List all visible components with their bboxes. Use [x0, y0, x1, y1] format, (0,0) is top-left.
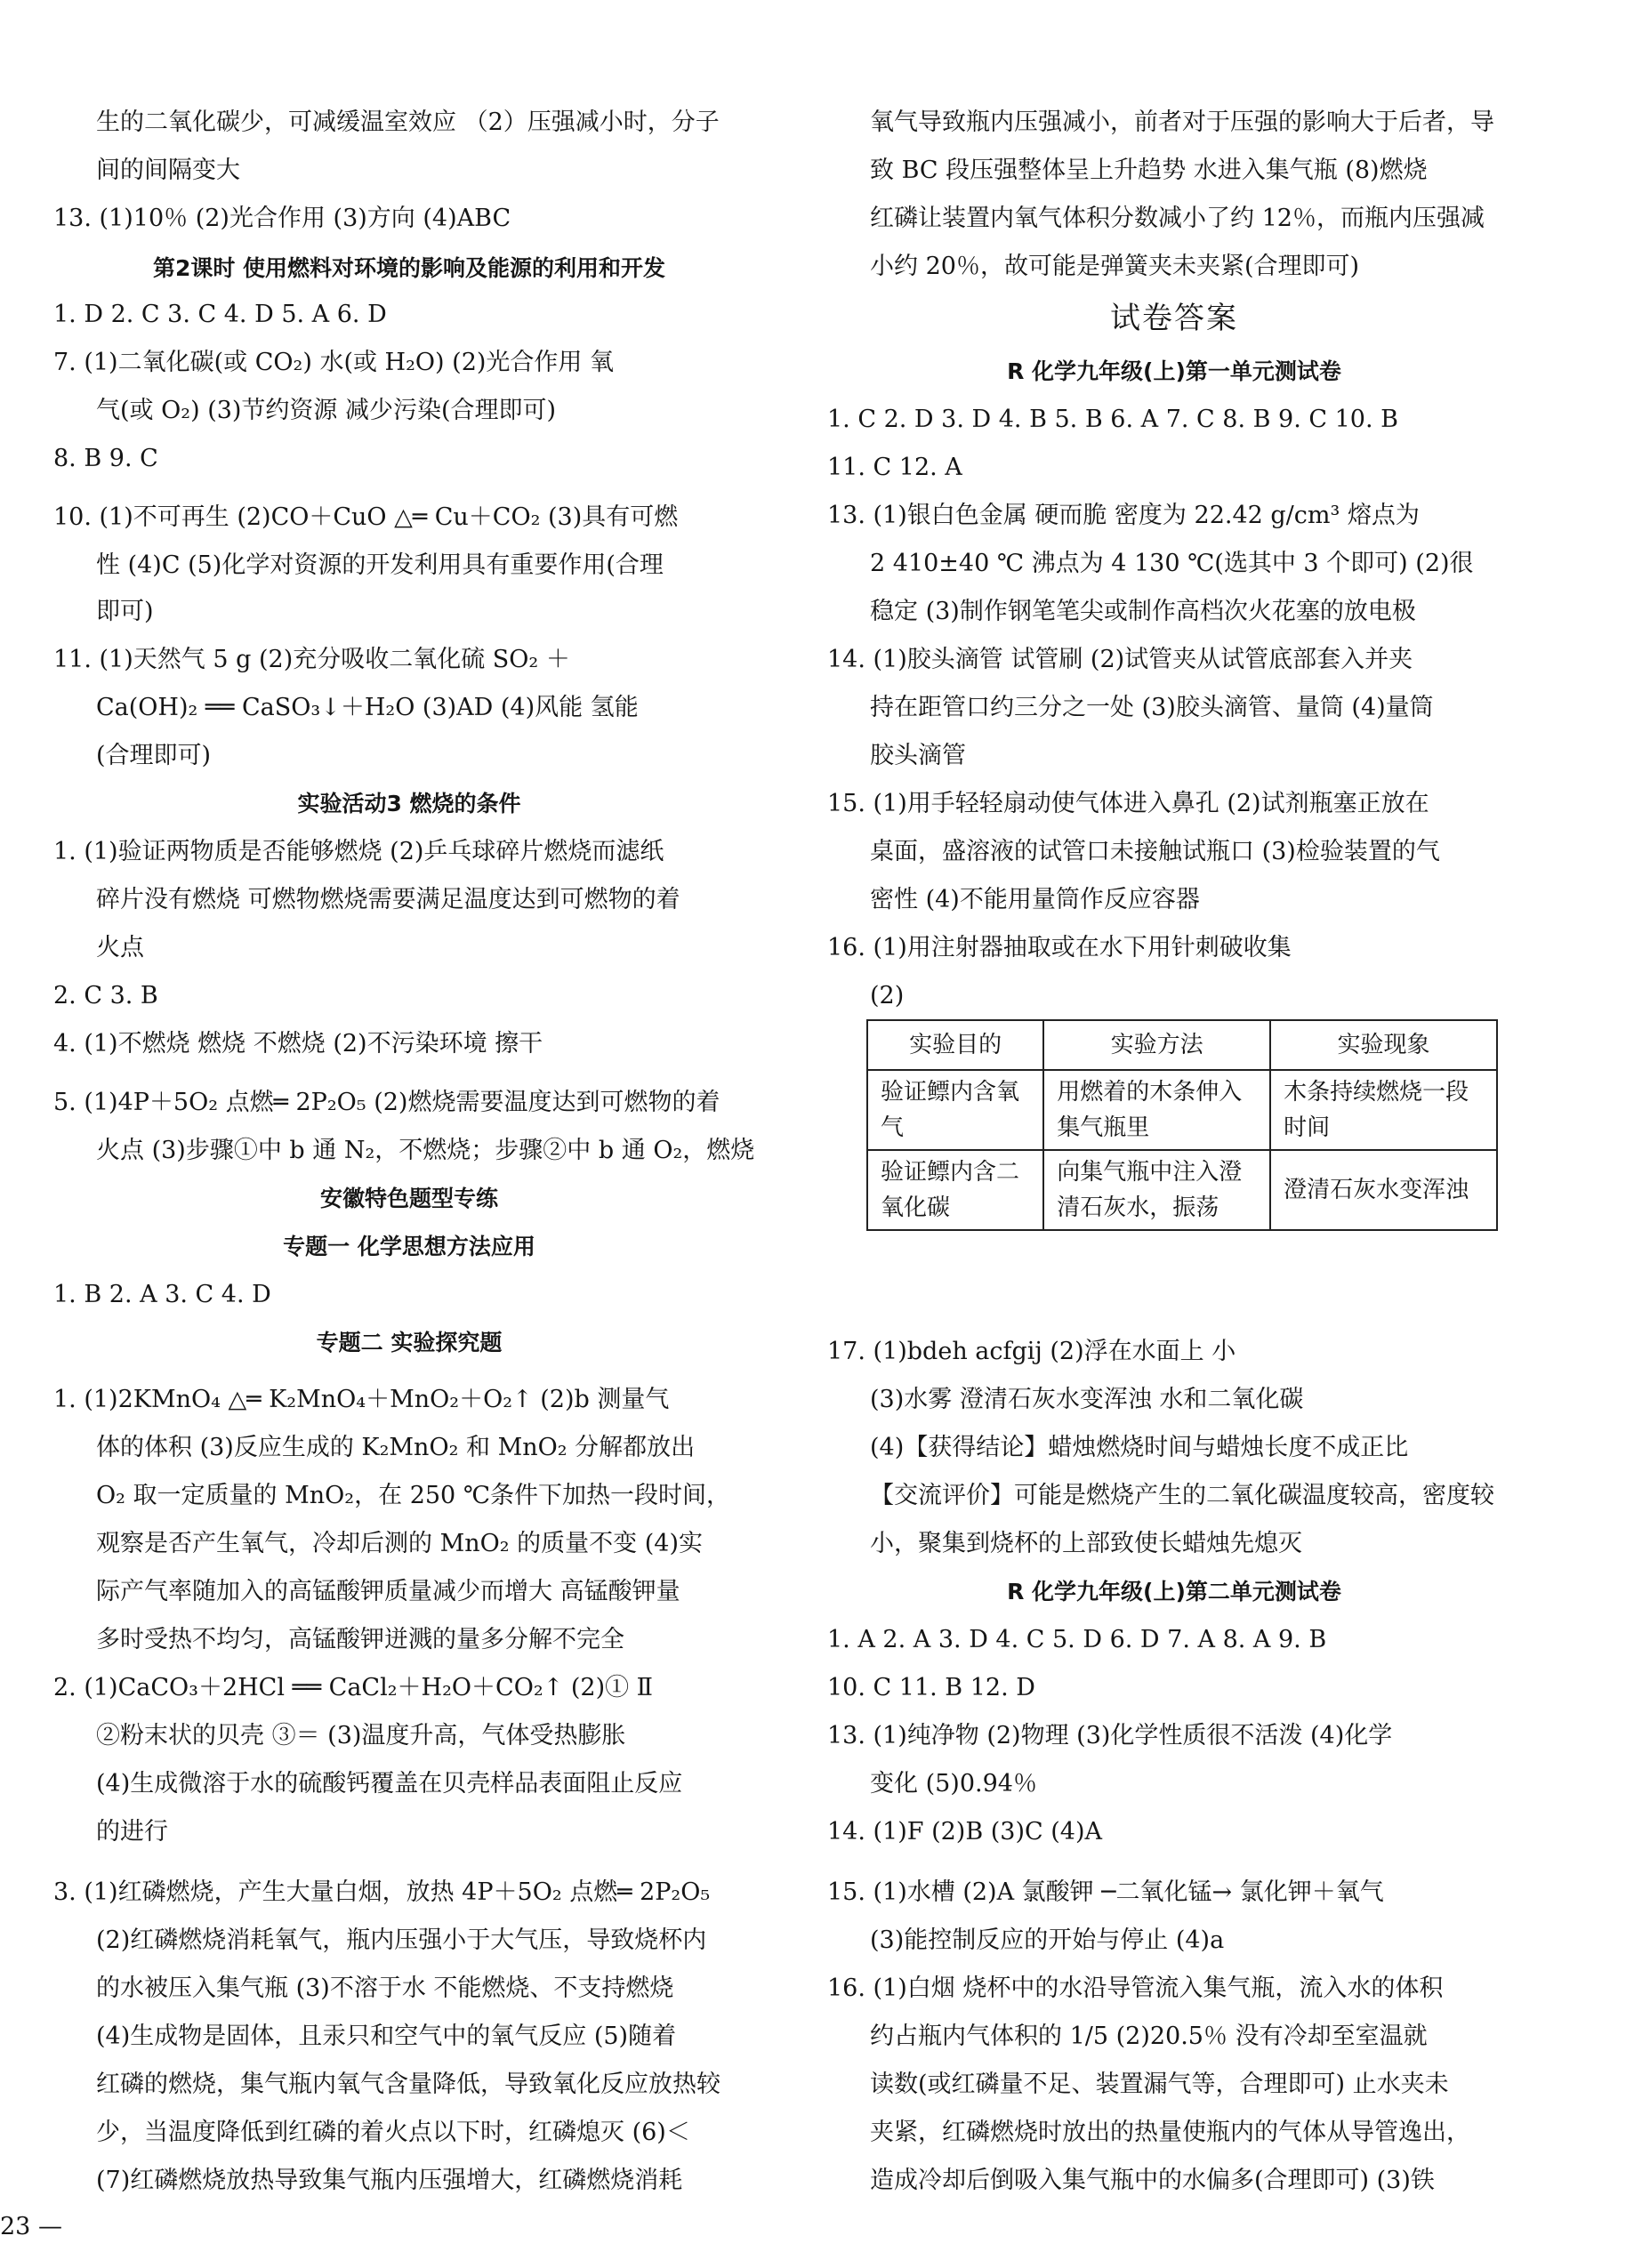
- table-row: [867, 1150, 1497, 1230]
- table-cell: 木条持续燃烧一段时间: [1270, 1070, 1497, 1150]
- section-heading: 专题一 化学思想方法应用: [283, 1234, 535, 1259]
- text-line: 持在距管口约三分之一处 (3)胶头滴管、量筒 (4)量筒: [870, 694, 1434, 721]
- answer-line: 14. (1)胶头滴管 试管刷 (2)试管夹从试管底部套入并夹: [827, 646, 1413, 673]
- answer-line: 3. (1)红磷燃烧，产生大量白烟，放热 4P＋5O₂ 点燃═ 2P₂O₅: [53, 1878, 711, 1906]
- text-line: (4)生成物是固体，且汞只和空气中的氧气反应 (5)随着: [96, 2023, 677, 2050]
- text-line: (4)【获得结论】蜡烛燃烧时间与蜡烛长度不成正比: [870, 1434, 1409, 1461]
- experiment-table: [866, 1019, 1498, 1231]
- text-line: 多时受热不均匀，高锰酸钾迸溅的量多分解不完全: [96, 1626, 624, 1653]
- text-line: (2): [870, 982, 905, 1009]
- text-line: 生的二氧化碳少，可减缓温室效应 （2）压强减小时，分子: [96, 109, 720, 136]
- text-line: 气(或 O₂) (3)节约资源 减少污染(合理即可): [96, 397, 557, 424]
- text-line: (4)生成微溶于水的硫酸钙覆盖在贝壳样品表面阻止反应: [96, 1770, 683, 1798]
- text-line: 稳定 (3)制作钢笔笔尖或制作高档次火花塞的放电极: [870, 598, 1416, 625]
- table-header: 实验目的: [867, 1020, 1043, 1070]
- text-line: Ca(OH)₂ ══ CaSO₃↓＋H₂O (3)AD (4)风能 氢能: [96, 694, 639, 721]
- answer-line: 16. (1)用注射器抽取或在水下用针刺破收集: [827, 934, 1292, 961]
- answer-line: 16. (1)白烟 烧杯中的水沿导管流入集气瓶，流入水的体积: [827, 1974, 1444, 2002]
- answer-line: 10. C 11. B 12. D: [827, 1674, 1035, 1701]
- table-header-row: [867, 1020, 1497, 1070]
- text-line: 观察是否产生氧气，冷却后测的 MnO₂ 的质量不变 (4)实: [96, 1530, 703, 1557]
- text-line: 氧气导致瓶内压强减小，前者对于压强的影响大于后者，导: [870, 109, 1494, 136]
- text-line: 夹紧，红磷燃烧时放出的热量使瓶内的气体从导管逸出，: [870, 2119, 1470, 2146]
- text-line: (3)水雾 澄清石灰水变浑浊 水和二氧化碳: [870, 1386, 1304, 1413]
- answer-line: 11. (1)天然气 5 g (2)充分吸收二氧化硫 SO₂ ＋: [53, 646, 570, 673]
- answer-line: 13. (1)纯净物 (2)物理 (3)化学性质很不活泼 (4)化学: [827, 1722, 1393, 1749]
- text-line: 火点 (3)步骤①中 b 通 N₂，不燃烧；步骤②中 b 通 O₂，燃烧: [96, 1137, 755, 1164]
- table-header: 实验现象: [1270, 1020, 1497, 1070]
- text-line: 性 (4)C (5)化学对资源的开发利用具有重要作用(合理: [96, 551, 664, 579]
- text-line: 的水被压入集气瓶 (3)不溶于水 不能燃烧、不支持燃烧: [96, 1974, 674, 2002]
- text-line: 的进行: [96, 1818, 168, 1846]
- answer-line: 17. (1)bdeh acfgij (2)浮在水面上 小: [827, 1338, 1236, 1365]
- text-line: (合理即可): [96, 742, 212, 769]
- table-header: 实验方法: [1043, 1020, 1270, 1070]
- table-row: [867, 1070, 1497, 1150]
- answer-line: 8. B 9. C: [53, 445, 158, 472]
- text-line: 少，当温度降低到红磷的着火点以下时，红磷熄灭 (6)＜: [96, 2119, 690, 2146]
- text-line: 胶头滴管: [870, 742, 966, 769]
- text-line: 造成冷却后倒吸入集气瓶中的水偏多(合理即可) (3)铁: [870, 2167, 1435, 2194]
- text-line: 密性 (4)不能用量筒作反应容器: [870, 886, 1200, 913]
- table-cell: 用燃着的木条伸入集气瓶里: [1043, 1070, 1270, 1150]
- answer-line: 14. (1)F (2)B (3)C (4)A: [827, 1818, 1102, 1846]
- answer-line: 15. (1)水槽 (2)A 氯酸钾 ─二氧化锰→ 氯化钾＋氧气: [827, 1878, 1384, 1906]
- text-line: (2)红磷燃烧消耗氧气，瓶内压强小于大气压，导致烧杯内: [96, 1926, 707, 1954]
- text-line: 即可): [96, 598, 154, 625]
- section-heading: 安徽特色题型专练: [319, 1186, 498, 1211]
- text-line: 约占瓶内气体积的 1/5 (2)20.5％ 没有冷却至室温就: [870, 2023, 1428, 2050]
- text-line: (3)能控制反应的开始与停止 (4)a: [870, 1926, 1225, 1954]
- answer-line: 5. (1)4P＋5O₂ 点燃═ 2P₂O₅ (2)燃烧需要温度达到可燃物的着: [53, 1089, 720, 1116]
- text-line: 变化 (5)0.94％: [870, 1770, 1037, 1798]
- section-heading: R 化学九年级(上)第二单元测试卷: [1007, 1579, 1341, 1604]
- text-line: 【交流评价】可能是燃烧产生的二氧化碳温度较高，密度较: [870, 1482, 1494, 1509]
- text-line: 桌面，盛溶液的试管口未接触试瓶口 (3)检验装置的气: [870, 838, 1440, 865]
- table-cell: 澄清石灰水变浑浊: [1270, 1150, 1497, 1230]
- answer-line: 1. B 2. A 3. C 4. D: [53, 1281, 271, 1308]
- text-line: 小约 20％，故可能是弹簧夹未夹紧(合理即可): [870, 253, 1360, 280]
- table-cell: 验证鳔内含氧气: [867, 1070, 1043, 1150]
- text-line: 2 410±40 ℃ 沸点为 4 130 ℃(选其中 3 个即可) (2)很: [870, 550, 1474, 577]
- section-heading: 专题二 实验探究题: [316, 1330, 503, 1355]
- answer-line: 4. (1)不燃烧 燃烧 不燃烧 (2)不污染环境 擦干: [53, 1030, 543, 1058]
- text-line: 碎片没有燃烧 可燃物燃烧需要满足温度达到可燃物的着: [96, 886, 680, 913]
- answer-line: 1. A 2. A 3. D 4. C 5. D 6. D 7. A 8. A 9. B: [827, 1626, 1327, 1653]
- answer-line: 1. C 2. D 3. D 4. B 5. B 6. A 7. C 8. B 9. C 10. B: [827, 406, 1398, 433]
- text-line: 火点: [96, 934, 144, 961]
- text-line: O₂ 取一定质量的 MnO₂，在 250 ℃条件下加热一段时间，: [96, 1482, 731, 1509]
- table-cell: 向集气瓶中注入澄清石灰水，振荡: [1043, 1150, 1270, 1230]
- answer-line: 10. (1)不可再生 (2)CO＋CuO △═ Cu＋CO₂ (3)具有可燃: [53, 503, 679, 531]
- answer-line: 2. (1)CaCO₃＋2HCl ══ CaCl₂＋H₂O＋CO₂↑ (2)① Ⅱ: [53, 1674, 654, 1701]
- section-heading: 第2课时 使用燃料对环境的影响及能源的利用和开发: [152, 255, 666, 281]
- text-line: 红磷让装置内氧气体积分数减小了约 12％，而瓶内压强减: [870, 205, 1485, 232]
- text-line: 致 BC 段压强整体呈上升趋势 水进入集气瓶 (8)燃烧: [870, 157, 1428, 184]
- answer-line: 13. (1)10％ (2)光合作用 (3)方向 (4)ABC: [53, 205, 511, 232]
- answer-line: 2. C 3. B: [53, 982, 158, 1009]
- answer-line: 11. C 12. A: [827, 454, 962, 481]
- text-line: 际产气率随加入的高锰酸钾质量减少而增大 高锰酸钾量: [96, 1578, 680, 1605]
- text-line: 小，聚集到烧杯的上部致使长蜡烛先熄灭: [870, 1530, 1302, 1557]
- answer-line: 1. (1)验证两物质是否能够燃烧 (2)乒乓球碎片燃烧而滤纸: [53, 838, 664, 865]
- page-number: 23 —: [0, 2213, 62, 2240]
- text-line: (7)红磷燃烧放热导致集气瓶内压强增大，红磷燃烧消耗: [96, 2167, 683, 2194]
- text-line: 间的间隔变大: [96, 157, 240, 184]
- text-line: 读数(或红磷量不足、装置漏气等，合理即可) 止水夹未: [870, 2071, 1449, 2098]
- table-cell: 验证鳔内含二氧化碳: [867, 1150, 1043, 1230]
- text-line: 体的体积 (3)反应生成的 K₂MnO₂ 和 MnO₂ 分解都放出: [96, 1434, 696, 1461]
- text-line: ②粉末状的贝壳 ③＝ (3)温度升高，气体受热膨胀: [96, 1722, 626, 1749]
- answer-line: 13. (1)银白色金属 硬而脆 密度为 22.42 g/cm³ 熔点为: [827, 502, 1420, 529]
- answer-line: 7. (1)二氧化碳(或 CO₂) 水(或 H₂O) (2)光合作用 氧: [53, 349, 615, 376]
- section-heading: 实验活动3 燃烧的条件: [297, 791, 521, 816]
- text-line: 红磷的燃烧，集气瓶内氧气含量降低，导致氧化反应放热较: [96, 2071, 720, 2098]
- answer-line: 1. D 2. C 3. C 4. D 5. A 6. D: [53, 301, 387, 328]
- answer-line: 1. (1)2KMnO₄ △═ K₂MnO₄＋MnO₂＋O₂↑ (2)b 测量气: [53, 1386, 670, 1413]
- section-title: 试卷答案: [1110, 301, 1238, 336]
- answer-line: 15. (1)用手轻轻扇动使气体进入鼻孔 (2)试剂瓶塞正放在: [827, 790, 1429, 817]
- section-heading: R 化学九年级(上)第一单元测试卷: [1007, 358, 1341, 384]
